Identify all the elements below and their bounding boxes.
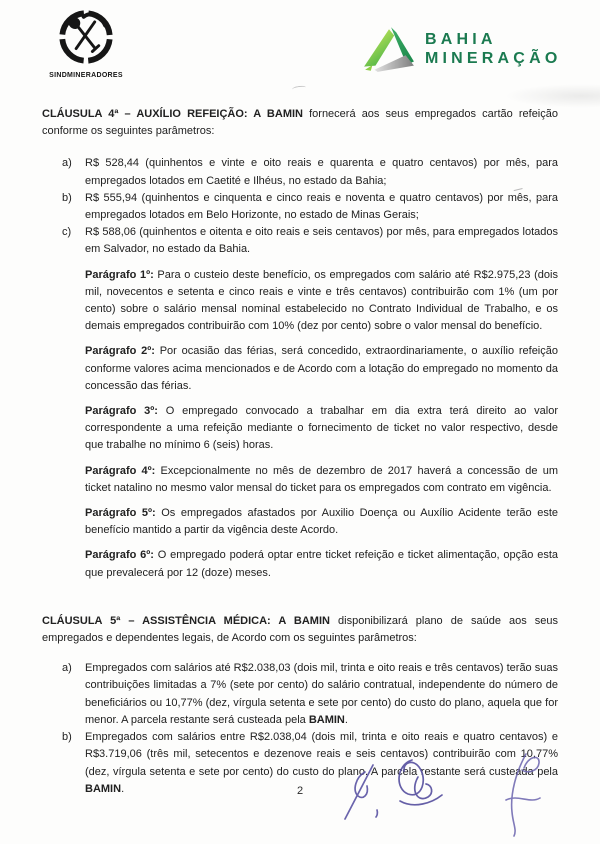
list-marker: c) [62, 226, 72, 239]
list-marker: a) [62, 662, 72, 675]
list-item [42, 660, 558, 729]
clause-heading: CLÁUSULA 4ª – AUXÍLIO REFEIÇÃO: A BAMIN fornecerá aos seus empregados cartão refeição conforme os seguintes parâmetros: [42, 108, 558, 138]
signature-initial-2 [382, 757, 444, 815]
paragraph: Parágrafo 6º: O empregado poderá optar entre ticket refeição e ticket alimentação, opção esta que prevalecerá por 12 (doze) meses. [85, 549, 558, 579]
paragraph: Parágrafo 5º: Os empregados afastados por Auxilio Doença ou Auxílio Acidente terão este benefício mantido a partir da vigência deste Acordo. [85, 507, 558, 537]
paragraph: Parágrafo 1º: Para o custeio deste benefício, os empregados com salário até R$2.975,23 (dois mil, novecentos e setenta e cinco reais e vinte e três centavos) contribuirão com 1% (um por cento) sobre o salário mensal nominal estabelecido no Contrato Individual de Trabalho, e os demais empregados contribuirão com 10% (dez por cento) sobre o valor mensal do benefício. [85, 268, 558, 333]
bamin-logo [362, 25, 561, 73]
bamin-wordmark [425, 30, 561, 68]
bamin-wordmark-line2: MINERAÇÃO [425, 50, 562, 67]
paragraph: Parágrafo 3º: O empregado convocado a trabalhar em dia extra terá direito ao valor correspondente a uma refeição mediante o fornecimento de ticket no valor respectivo, desde que trabalhe no mínimo 6 (seis) horas. [85, 405, 558, 452]
paragraph: Parágrafo 4º: Excepcionalmente no mês de dezembro de 2017 haverá a concessão de um ticket natalino no mesmo valor mensal do ticket para os empregados com contrato em vigência. [85, 464, 558, 494]
scan-artifact [505, 84, 600, 108]
list-item [42, 224, 558, 258]
list-item [42, 190, 558, 224]
signature-initial-1 [336, 763, 388, 825]
list-marker: a) [62, 157, 72, 170]
signature-initial-3 [494, 752, 550, 838]
paragraph: Parágrafo 2º: Por ocasião das férias, será concedido, extraordinariamente, o auxílio refeição conforme valores acima mencionados e de Acordo com a lotação do empregado no momento da concessão das férias. [85, 345, 558, 392]
clause-heading: CLÁUSULA 5ª – ASSISTÊNCIA MÉDICA: A BAMIN disponibilizará plano de saúde aos seus empregados e dependentes legais, de Acordo com os seguintes parâmetros: [42, 614, 558, 645]
scan-artifact [292, 85, 307, 92]
union-logo-caption: SINDMINERADORES [49, 72, 123, 79]
mountain-icon [362, 25, 416, 73]
page-number: 2 [296, 785, 304, 797]
list-item-text: Empregados com salários entre R$2.038,04 (dois mil, trinta e oito reais e quatro centavos) e R$3.719,06 (três mil, setecentos e dezenove reais e seis centavos) contribuirão com 10,77% (dez, vírgula setenta e sete por cento) do custo do plano. A parcela restante será custeada pela BAMIN. [85, 731, 558, 795]
document-content [42, 106, 558, 798]
list-marker: b) [62, 191, 72, 204]
bamin-wordmark-line1: BAHIA [425, 31, 497, 48]
list-item [42, 155, 558, 189]
sindmineradores-logo [44, 8, 128, 79]
list-item-text: R$ 555,94 (quinhentos e cinquenta e cinco reais e noventa e quatro centavos) por mês, para empregados lotados em Belo Horizonte, no estado de Minas Gerais; [85, 191, 558, 222]
list-marker: b) [62, 731, 72, 744]
list-item-text: R$ 588,06 (quinhentos e oitenta e oito reais e seis centavos) por mês, para empregados lotados em Salvador, no estado da Bahia. [85, 226, 558, 256]
list-item-text: R$ 528,44 (quinhentos e vinte e oito reais e quarenta e quatro centavos) por mês, para empregados lotados em Caetité e Ilhéus, no estado da Bahia; [85, 157, 558, 187]
list-item-text: Empregados com salários até R$2.038,03 (dois mil, trinta e oito reais e três centavos) terão suas contribuições limitadas a 7% (sete por cento) do salário contratual, independente do número de beneficiários ou 10,77% (dez, vírgula setenta e sete por cento) do custo do plano, aquela que for menor. A parcela restante será custeada pela BAMIN. [85, 662, 558, 726]
pickaxe-shovel-icon [57, 8, 115, 66]
